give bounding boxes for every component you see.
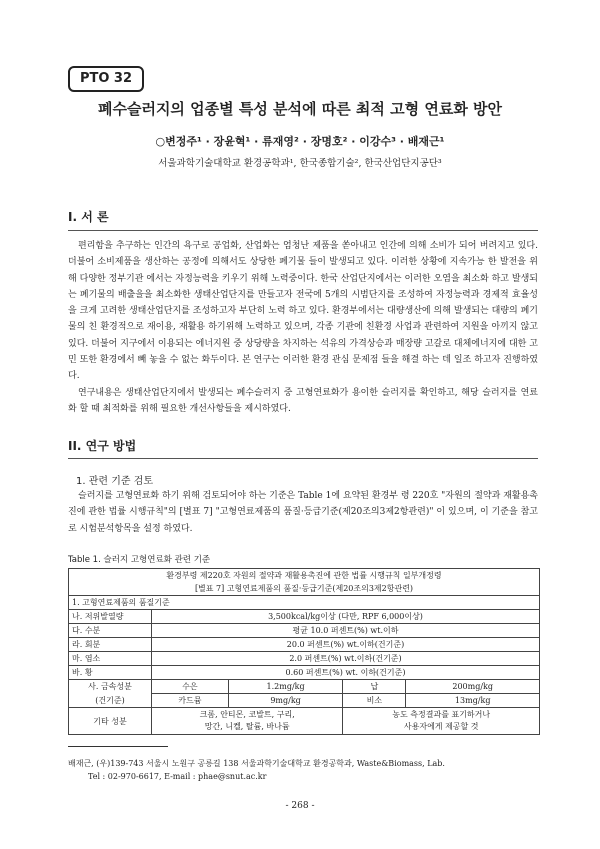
etc-elements: 크롬, 안티몬, 코발트, 구리,: [199, 710, 295, 719]
method-paragraph: 슬러지를 고형연료화 하기 위해 검토되어야 하는 기준은 Table 1에 요약된 환경부 령 220호 "자원의 절약과 재활용촉진에 관한 법률 시행규칙"의 [별표 7] "고형연료제품의 품질·등급기준(제20조의3제2항관련)" 이 있으며, 이 기준을 참고로 시험분석항목을 설정 하였다.: [68, 491, 538, 534]
table-head: [별표 7] 고형연료제품의 품질·등급기준(제20조의3제2항관련): [69, 582, 540, 596]
criteria-table: [68, 568, 540, 735]
table-group: 1. 고형연료제품의 품질기준: [69, 596, 540, 610]
authors: ○변정주¹ · 장윤혁¹ · 류재영² · 장명호² · 이강수³ · 배재근¹: [155, 135, 445, 148]
table-row: 나. 저위발열량 3,500kcal/kg이상 (다만, RPF 6,000이상): [69, 610, 540, 624]
section-rule: [68, 230, 538, 231]
footnote-address: 배재근, (우)139-743 서울시 노원구 공릉길 138 서울과학기술대학교 환경공학과, Waste&Biomass, Lab.: [68, 759, 445, 768]
table-row: 기타 성분 크롬, 안티몬, 코발트, 구리, 망간, 니켈, 탈륨, 바나듐 농도 측정결과를 표기하거나 사용자에게 제공할 것: [69, 708, 540, 735]
intro-paragraph: 연구내용은 생태산업단지에서 발생되는 폐수슬러지 중 고형연료화가 용이한 슬러지를 확인하고, 해당 슬러지를 연료화 할 때 최적화를 위해 필요한 개선사항들을 제시하였다.: [68, 387, 538, 414]
table-row: 사. 금속성분 수은 1.2mg/kg 납 200mg/kg: [69, 680, 540, 694]
section-method-heading: II. 연구 방법: [68, 439, 137, 453]
intro-body: [68, 238, 538, 417]
etc-note: 농도 측정결과를 표기하거나: [392, 710, 491, 719]
table-row: 다. 수분 평균 10.0 퍼센트(%) wt.이하: [69, 624, 540, 638]
page-number: - 268 -: [285, 801, 315, 811]
paper-title: 폐수슬러지의 업종별 특성 분석에 따른 최적 고형 연료화 방안: [97, 100, 503, 118]
table-caption: Table 1. 슬러지 고형연료화 관련 기준: [68, 555, 211, 565]
footnote: [68, 757, 445, 783]
method-body: [68, 488, 538, 537]
session-badge: PTO 32: [68, 66, 144, 92]
section-rule: [68, 458, 538, 459]
intro-paragraph: 편리함을 추구하는 인간의 욕구로 공업화, 산업화는 엄청난 제품을 쏟아내고 인간에 의해 소비가 되어 버려지고 있다. 더불어 소비제품을 생산하는 공정에 의해서도 상당한 폐기물 들이 발생되고 있다. 이러한 상황에 지속가능 한 발전을 위해 다양한 정부기관 에서는 자정능력을 키우기 위해 노력중이다. 한국 산업단지에서는 이러한 오염을 최소화 하고 발생되는 폐기물의 배출을을 최소화한 생태산업단지를 만들고자 전국에 5개의 시범단지를 조성하여 자정능력과 경제적 효율성을 크게 고려한 생태산업단지를 조성하고자 부단히 노력 하고 있다. 환경부에서는 대량생산에 의해 발생되는 대량의 폐기물의 친 환경적으로 재이용, 재활용 하기위해 노력하고 있으며, 각종 기관에 친환경 사업과 관련하여 지원을 아끼지 않고 있다. 더불어 지구에서 이용되는 에너지원 중 상당량을 차지하는 석유의 가격상승과 매장량 고갈로 대체에너지에 대한 고민 또한 환경에서 빼 놓을 수 없는 화두이다. 본 연구는 이러한 환경 관심 문제점 들을 해결 하는 데 일조 하고자 진행하였다.: [68, 241, 538, 382]
table-row: 바. 황 0.60 퍼센트(%) wt. 이하(건기준): [69, 666, 540, 680]
affiliation: 서울과학기술대학교 환경공학과¹, 한국종합기술², 한국산업단지공단³: [158, 158, 442, 169]
etc-elements: 망간, 니켈, 탈륨, 바나듐: [204, 722, 290, 731]
table-head: 환경부령 제220호 자원의 절약과 재활용촉진에 관한 법률 시행규칙 일부개정령: [69, 569, 540, 583]
footnote-contact: Tel : 02-970-6617, E-mail : phae@snut.ac.kr: [88, 772, 267, 781]
table-row: (건기준) 카드뮴 9mg/kg 비소 13mg/kg: [69, 694, 540, 708]
footnote-rule: [68, 746, 168, 747]
section-intro-heading: I. 서 론: [68, 210, 109, 224]
etc-note: 사용자에게 제공할 것: [403, 722, 479, 731]
table-row: 라. 회분 20.0 퍼센트(%) wt.이하(건기준): [69, 638, 540, 652]
subsection-heading: 1. 관련 기준 검토: [76, 476, 154, 487]
table-row: 마. 염소 2.0 퍼센트(%) wt.이하(건기준): [69, 652, 540, 666]
